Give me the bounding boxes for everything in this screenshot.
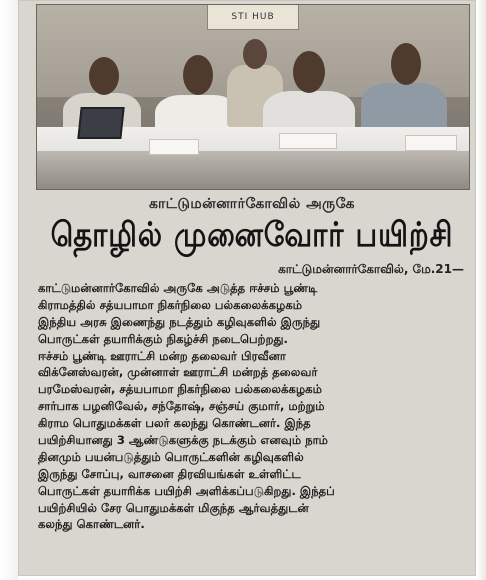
laptop xyxy=(77,107,124,139)
document-3 xyxy=(405,135,457,151)
article-body xyxy=(38,280,466,533)
news-photo xyxy=(36,4,470,190)
body-line: கிராமத்தில் சத்யபாமா நிகர்நிலை பல்கலைக்கழகம் xyxy=(38,297,303,312)
body-line: கலந்து கொண்டனர். xyxy=(38,517,145,532)
dateline: காட்டுமன்னார்கோவில், மே.21— xyxy=(278,262,464,276)
body-line: பயிற்சியானது 3 ஆண்டுகளுக்கு நடக்கும் எனவும் நாம் xyxy=(38,433,329,448)
body-line: தினமும் பயன்படுத்தும் பொருட்களின் கழிவுகளில் xyxy=(38,449,304,464)
headline-kicker: காட்டுமன்னார்கோவில் அருகே xyxy=(148,196,355,212)
person-3-head xyxy=(243,39,267,69)
headline: தொழில் முனைவோர் பயிற்சி xyxy=(50,215,454,255)
photo-table-front xyxy=(37,151,469,189)
body-line: கிராம பொதுமக்கள் பலர் கலந்து கொண்டனர். இந்த xyxy=(38,416,311,431)
body-line: பரமேஸ்வரன், சத்யபாமா நிகர்நிலை பல்கலைக்கழகம் xyxy=(38,382,322,397)
body-line: இருந்து சோப்பு, வாசனை திரவியங்கள் உள்ளிட்ட xyxy=(38,466,301,481)
body-line: விக்னேஸ்வரன், முன்னாள் ஊராட்சி மன்றத் தலைவர் xyxy=(38,365,318,380)
body-line: இந்திய அரசு இணைந்து நடத்தும் கழிவுகளில் இருந்து xyxy=(38,314,321,329)
body-line: பயிற்சியில் சேர பொதுமக்கள் மிகுந்த ஆர்வத்துடன் xyxy=(38,500,309,515)
body-line: ஈச்சம் பூண்டி ஊராட்சி மன்ற தலைவர் பிரவீனா xyxy=(38,348,286,363)
person-4-head xyxy=(293,51,325,93)
body-line: பொருட்கள் தயாரிக்க பயிற்சி அளிக்கப்படுகிறது. இந்தப் xyxy=(38,483,335,498)
body-line: காட்டுமன்னார்கோவில் அருகே அடுத்த ஈச்சம் பூண்டி xyxy=(38,281,318,295)
person-1-head xyxy=(89,57,119,95)
photo-banner: STI HUB xyxy=(207,5,299,30)
document-2 xyxy=(279,133,337,149)
page-right-margin xyxy=(476,0,486,580)
person-2-head xyxy=(183,55,213,95)
body-line: பொருட்கள் தயாரிக்கும் நிகழ்ச்சி நடைபெற்றது. xyxy=(38,331,288,346)
body-line: சார்பாக பழனிவேல், சந்தோஷ், சஞ்சய் குமார், மற்றும் xyxy=(38,399,325,414)
page-left-margin xyxy=(0,0,18,580)
document-1 xyxy=(149,139,199,155)
person-5-head xyxy=(391,43,421,85)
